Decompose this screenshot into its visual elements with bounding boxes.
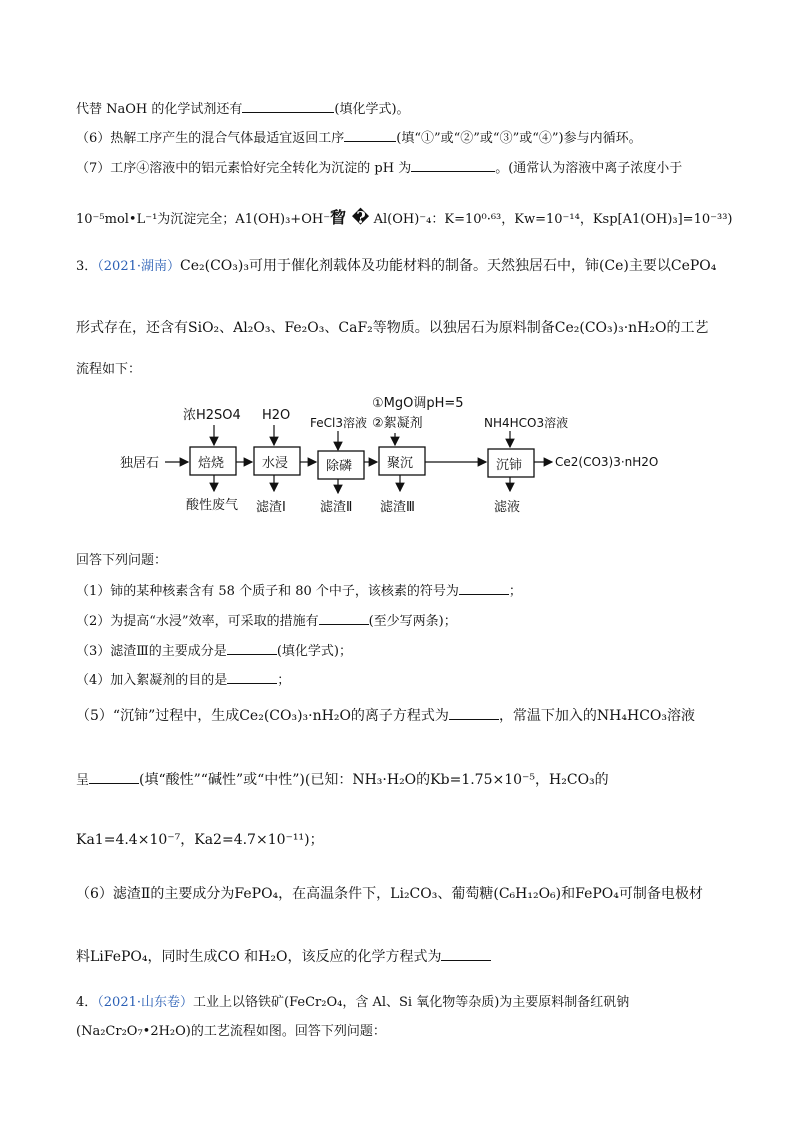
answer-blank[interactable] — [344, 127, 396, 142]
input-nh4hco3: NH4HCO3溶液 — [484, 416, 569, 430]
answer-blank[interactable] — [242, 98, 334, 113]
q3-intro: 回答下列问题： — [76, 553, 168, 568]
q3-line-3: 流程如下： — [76, 362, 142, 377]
input-h2o: H2O — [262, 408, 291, 423]
q4-source: （2021·山东卷） — [97, 995, 193, 1010]
step-water-leach: 水浸 — [262, 456, 289, 471]
start-material: 独居石 — [120, 456, 160, 471]
output-residue-1: 滤渣Ⅰ — [256, 500, 286, 515]
answer-blank[interactable] — [411, 157, 495, 172]
q4-line-2: (Na₂Cr₂O₇•2H₂O)的工艺流程如图。回答下列问题： — [76, 1024, 386, 1039]
step-dephosphorus: 除磷 — [326, 459, 353, 474]
answer-blank[interactable] — [449, 705, 499, 720]
q3-sub-5-cont: 呈 (填“酸性”“碱性”或“中性”)(已知：NH₃·H₂O的Kb=1.75×10⁻⁵，H₂CO₃的 — [76, 769, 609, 791]
process-flow-diagram — [110, 385, 710, 520]
prev-question-6: （6）热解工序产生的混合气体最适宜返回工序 (填“①”或“②”或“③”或“④”)参与内循环。 — [76, 127, 642, 149]
prev-line-1: 代替 NaOH 的化学试剂还有 (填化学式)。 — [76, 98, 410, 120]
q3-source: （2021·湖南） — [97, 259, 180, 274]
q3-sub-4: （4）加入絮凝剂的目的是 ； — [76, 669, 290, 691]
prev-question-7: （7）工序④溶液中的铝元素恰好完全转化为沉淀的 pH 为 。(通常认为溶液中离子浓度小于 — [76, 157, 682, 179]
step-roasting: 焙烧 — [198, 456, 225, 471]
input-flocculant: ②絮凝剂 — [372, 416, 423, 431]
q3-sub-5-constants: Ka1=4.4×10⁻⁷，Ka2=4.7×10⁻¹¹)； — [76, 832, 324, 848]
q3-sub-6-cont: 料LiFePO₄，同时生成CO 和H₂O，该反应的化学方程式为 — [76, 946, 491, 968]
output-acid-gas: 酸性废气 — [186, 498, 239, 513]
q3-sub-2: （2）为提高“水浸”效率，可采取的措施有 (至少写两条)； — [76, 610, 457, 632]
q3-sub-6: （6）滤渣Ⅱ的主要成分为FePO₄，在高温条件下，Li₂CO₃、葡萄糖(C₆H₁₂O₆)和FePO₄可制备电极材 — [76, 886, 703, 902]
q3-sub-1: （1）铈的某种核素含有 58 个质子和 80 个中子，该核素的符号为 ； — [76, 580, 522, 602]
q3-sub-5: （5）“沉铈”过程中，生成Ce₂(CO₃)₃·nH₂O的离子方程式为 ，常温下加入的NH₄HCO₃溶液 — [76, 705, 695, 727]
input-mgo: ①MgO调pH=5 — [372, 396, 464, 411]
step-ce-precipitation: 沉铈 — [496, 458, 523, 473]
q3-sub-3: （3）滤渣Ⅲ的主要成分是 (填化学式)； — [76, 640, 352, 662]
answer-blank[interactable] — [227, 669, 277, 684]
final-product: Ce2(CO3)3·nH2O — [555, 455, 659, 469]
answer-blank[interactable] — [89, 769, 139, 784]
q4-line-1: 4．（2021·山东卷）工业上以铬铁矿(FeCr₂O₄，含 Al、Si 氧化物等杂质)为主要原料制备红矾钠 — [76, 995, 630, 1010]
output-filtrate: 滤液 — [494, 500, 521, 515]
output-residue-3: 滤渣Ⅲ — [380, 500, 415, 515]
q3-line-2: 形式存在，还含有SiO₂、Al₂O₃、Fe₂O₃、CaF₂等物质。以独居石为原料制备Ce₂(CO₃)₃·nH₂O的工艺 — [76, 320, 709, 336]
answer-blank[interactable] — [441, 946, 491, 961]
answer-blank[interactable] — [227, 640, 277, 655]
input-fecl3: FeCl3溶液 — [310, 416, 367, 430]
answer-blank[interactable] — [319, 610, 369, 625]
step-coagulation: 聚沉 — [387, 456, 414, 471]
output-residue-2: 滤渣Ⅱ — [320, 500, 353, 515]
q3-line-1: 3．（2021·湖南）Ce₂(CO₃)₃可用于催化剂载体及功能材料的制备。天然独居石中，铈(Ce)主要以CePO₄ — [76, 258, 717, 274]
answer-blank[interactable] — [459, 580, 509, 595]
prev-equilibrium-line: 10⁻⁵mol•L⁻¹为沉淀完全；A1(OH)₃+OH⁻睝 � Al(OH)⁻₄：K=10⁰·⁶³，Kw=10⁻¹⁴，Ksp[A1(OH)₃]=10⁻³³) — [76, 208, 733, 227]
input-conc-h2so4: 浓H2SO4 — [183, 408, 241, 423]
